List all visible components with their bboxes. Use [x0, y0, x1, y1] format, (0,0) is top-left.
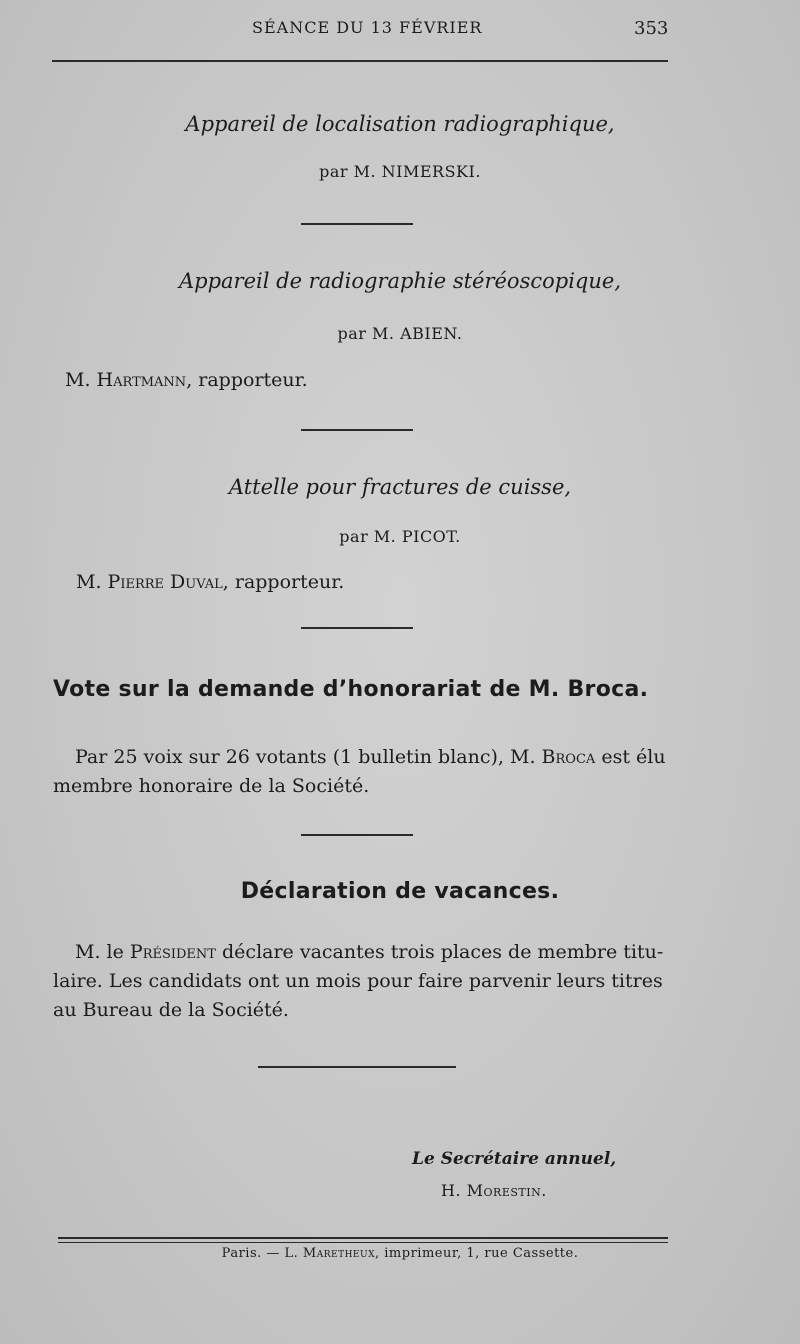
vacancies-line-1: [75, 938, 675, 967]
vacancies-heading: Déclaration de vacances.: [240, 879, 560, 904]
footer-rule-thick: [58, 1237, 668, 1239]
reporter-suffix: , rapporteur.: [186, 369, 308, 391]
reporter-suffix: , rapporteur.: [222, 571, 345, 593]
vote-name: Broca: [541, 746, 596, 768]
separator-2: [301, 429, 413, 431]
reporter-name: Hartmann: [96, 369, 187, 391]
vacancies-text-1: déclare vacantes trois places de membre titu-: [222, 941, 664, 963]
signature-prefix: H.: [441, 1181, 462, 1200]
vacancies-line-3: au Bureau de la Société.: [53, 999, 289, 1021]
item-2-author: par M. ABIEN.: [337, 324, 463, 343]
printer-imprint: [0, 1246, 800, 1261]
separator-1: [301, 223, 413, 225]
vote-heading: Vote sur la demande d’honorariat de M. Broca.: [53, 677, 649, 702]
vacancies-president: Président: [129, 941, 216, 963]
closing-rule: [258, 1066, 456, 1068]
vacancies-line-2: laire. Les candidats ont un mois pour faire parvenir leurs titres: [53, 970, 663, 992]
item-3-reporter: [76, 571, 344, 593]
separator-4: [301, 834, 413, 836]
signature-role: Le Secrétaire annuel,: [412, 1149, 617, 1169]
reporter-prefix: M.: [76, 571, 102, 593]
vote-text-1: Par 25 voix sur 26 votants (1 bulletin blanc), M.: [75, 746, 536, 768]
item-1-author: par M. NIMERSKI.: [319, 162, 481, 181]
footer-rule-thin: [58, 1242, 668, 1243]
vacancies-prefix: M. le: [75, 941, 124, 963]
item-3-author: par M. PICOT.: [339, 527, 461, 546]
signature-surname: Morestin.: [466, 1181, 547, 1200]
imprint-printer: Maretheux: [302, 1246, 375, 1261]
running-head: [0, 18, 800, 48]
item-2-title: Appareil de radiographie stéréoscopique,: [178, 269, 621, 293]
header-rule: [52, 60, 668, 62]
vote-line-2: membre honoraire de la Société.: [53, 775, 370, 797]
item-1-title: Appareil de localisation radiographique,: [185, 112, 615, 136]
running-head-title: SÉANCE DU 13 FÉVRIER: [252, 18, 483, 37]
reporter-prefix: M.: [65, 369, 91, 391]
signature-name: [441, 1181, 547, 1200]
item-3-title: Attelle pour fractures de cuisse,: [228, 475, 572, 499]
imprint-prefix: Paris. — L.: [221, 1246, 299, 1261]
vote-text-2: est élu: [601, 746, 666, 768]
item-2-reporter: [65, 369, 308, 391]
vote-line-1: [75, 743, 675, 772]
imprint-suffix: , imprimeur, 1, rue Cassette.: [375, 1246, 579, 1261]
page-number: 353: [634, 18, 669, 39]
reporter-name: Pierre Duval: [107, 571, 223, 593]
separator-3: [301, 627, 413, 629]
